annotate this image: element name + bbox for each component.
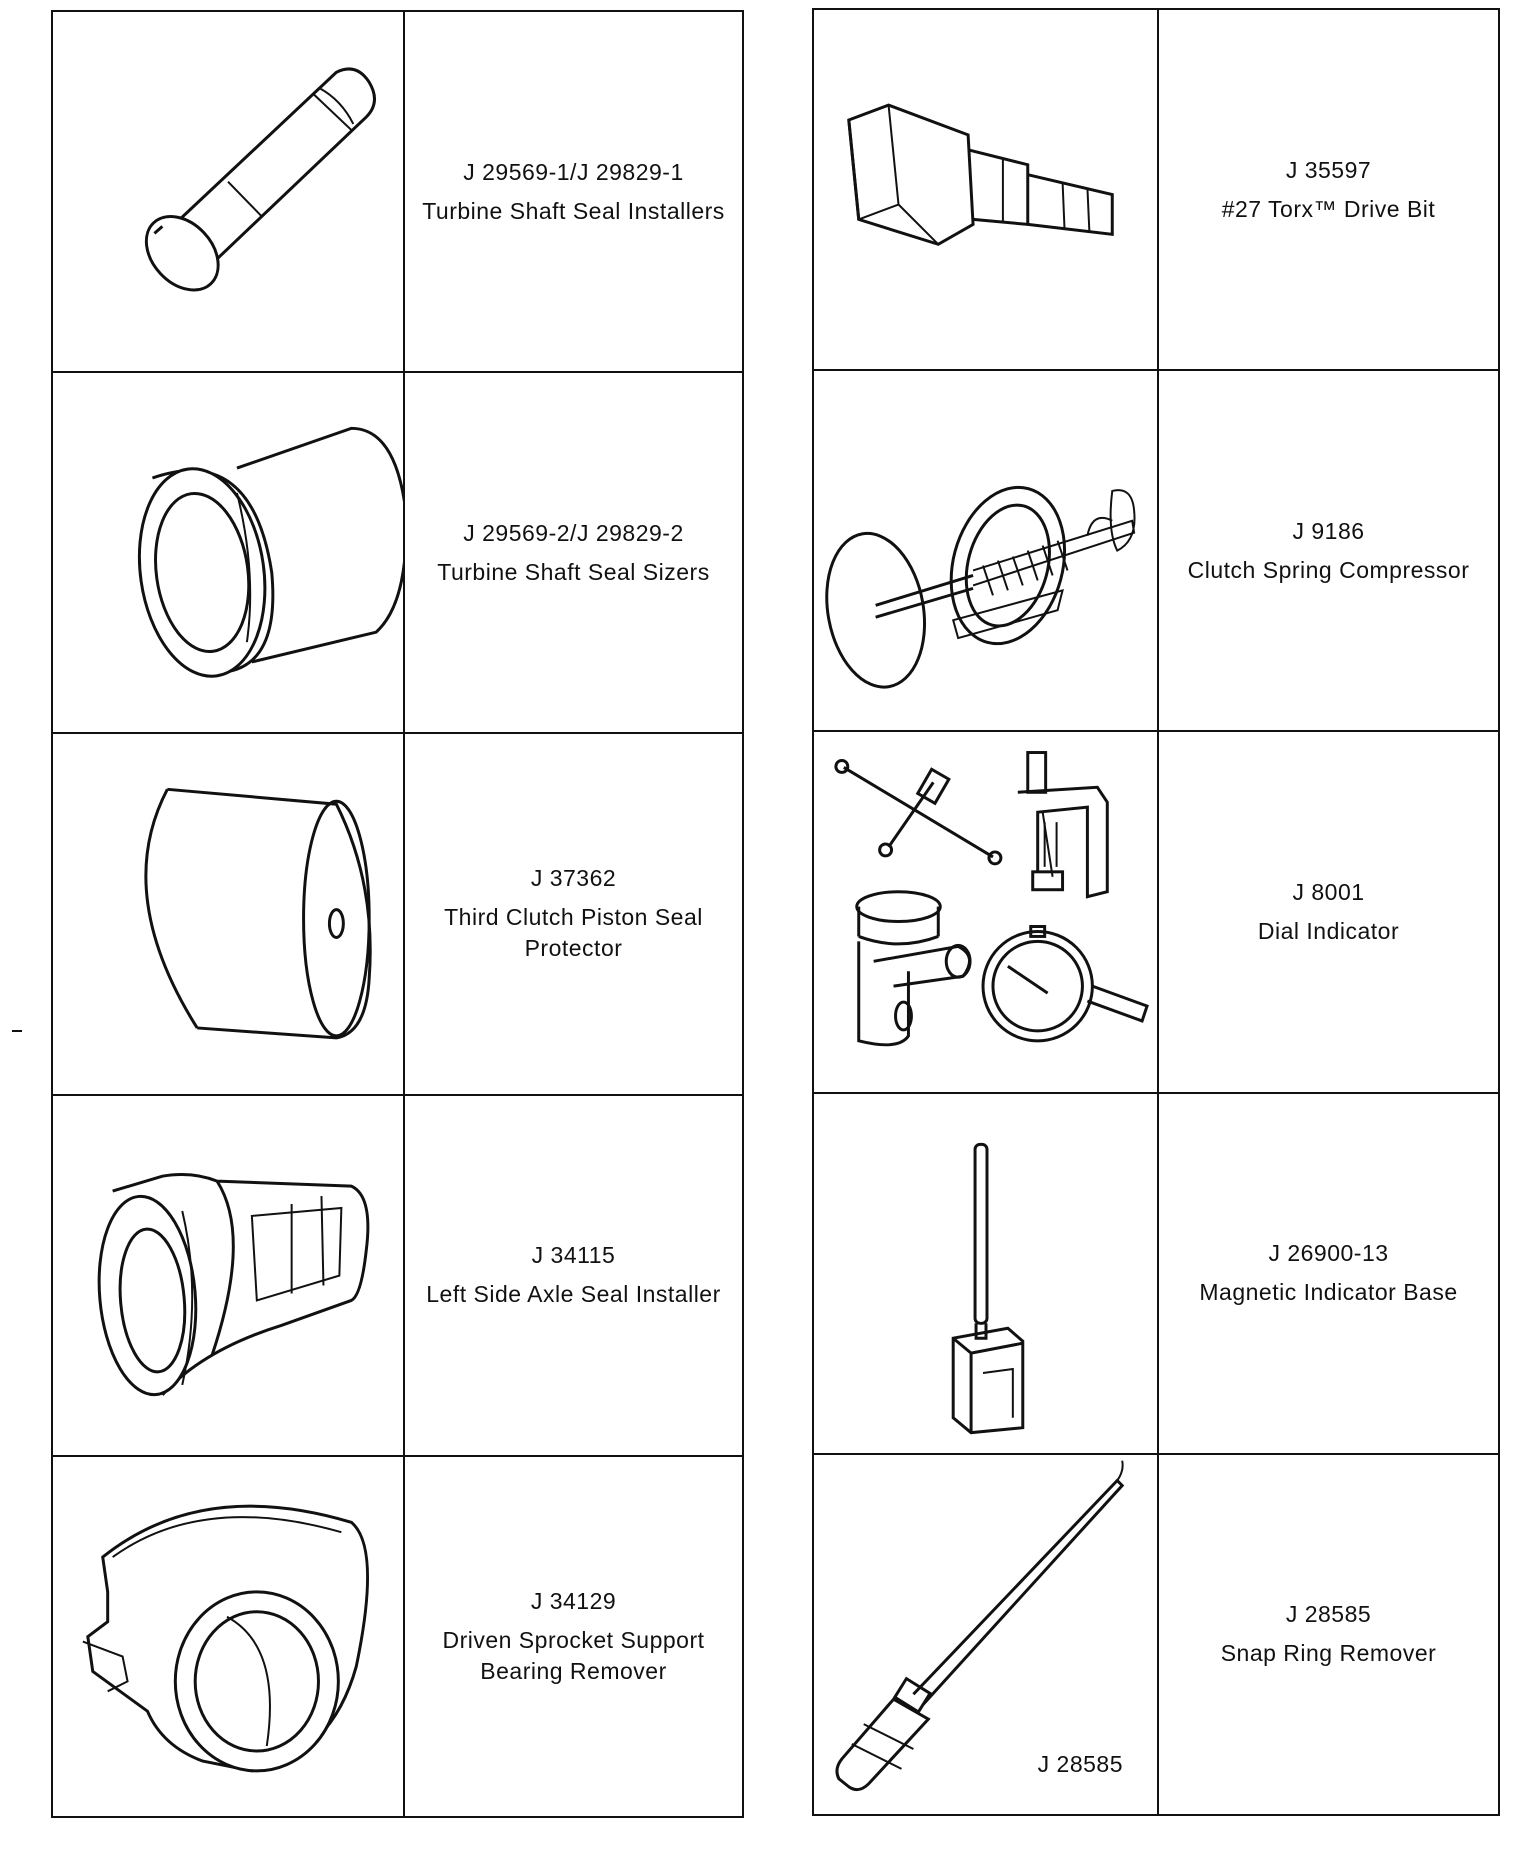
tool-text-cell <box>1158 1454 1499 1815</box>
spring-compressor-icon <box>814 371 1157 730</box>
seal-protector-icon <box>53 734 403 1093</box>
tool-row <box>813 1454 1499 1815</box>
magnetic-base-icon <box>814 1094 1157 1453</box>
tool-row <box>813 370 1499 731</box>
part-number: J 37362 <box>530 865 617 892</box>
shaft-seal-sizer-icon <box>53 373 403 732</box>
tool-table-right <box>812 8 1500 1816</box>
part-number: J 35597 <box>1285 156 1372 183</box>
bearing-remover-icon <box>53 1457 403 1816</box>
tool-description: #27 Torx™ Drive Bit <box>1221 195 1436 222</box>
part-number: J 8001 <box>1292 878 1365 905</box>
part-number: J 29569-1/J 29829-1 <box>463 158 684 185</box>
dial-indicator-icon <box>814 732 1157 1091</box>
tool-description: Left Side Axle Seal Installer <box>426 1281 721 1308</box>
tool-image-cell <box>52 733 404 1094</box>
tool-description: Bearing Remover <box>480 1657 667 1684</box>
tool-description: Turbine Shaft Seal Sizers <box>437 558 710 585</box>
tool-description: Third Clutch Piston Seal <box>444 904 703 931</box>
axle-seal-installer-icon <box>53 1096 403 1455</box>
tool-description: Turbine Shaft Seal Installers <box>422 197 725 224</box>
part-number: J 9186 <box>1292 517 1365 544</box>
tool-row <box>52 11 743 372</box>
tool-text-cell <box>1158 9 1499 370</box>
tool-text-cell <box>1158 370 1499 731</box>
tool-row <box>813 9 1499 370</box>
tool-image-cell <box>813 1454 1158 1815</box>
tool-table-left <box>51 10 744 1818</box>
tool-image-cell <box>52 1095 404 1456</box>
tool-text-cell <box>1158 731 1499 1092</box>
tool-text-cell <box>404 1456 743 1817</box>
tool-image-cell <box>813 370 1158 731</box>
tool-row <box>52 372 743 733</box>
tool-text-cell <box>404 733 743 1094</box>
tool-image-cell <box>813 9 1158 370</box>
tool-image-cell <box>813 1093 1158 1454</box>
tool-description: Protector <box>524 935 623 962</box>
margin-mark <box>12 1030 22 1032</box>
tool-description: Driven Sprocket Support <box>442 1626 705 1653</box>
part-number: J 29569-2/J 29829-2 <box>463 519 684 546</box>
part-number: J 28585 <box>1285 1601 1372 1628</box>
tool-row <box>52 1456 743 1817</box>
tool-image-cell <box>813 731 1158 1092</box>
tool-image-cell <box>52 1456 404 1817</box>
tool-row <box>813 1093 1499 1454</box>
tool-description: Snap Ring Remover <box>1220 1640 1437 1667</box>
tool-description: Magnetic Indicator Base <box>1199 1279 1458 1306</box>
tool-image-cell <box>52 11 404 372</box>
image-label: J 28585 <box>1037 1751 1123 1777</box>
tool-text-cell <box>404 11 743 372</box>
tool-image-cell <box>52 372 404 733</box>
tool-row <box>52 1095 743 1456</box>
tool-text-cell <box>404 372 743 733</box>
part-number: J 26900-13 <box>1268 1240 1389 1267</box>
tool-text-cell <box>1158 1093 1499 1454</box>
tool-row <box>813 731 1499 1092</box>
torx-drive-bit-icon <box>814 10 1157 369</box>
shaft-seal-installer-icon <box>53 12 403 371</box>
tool-text-cell <box>404 1095 743 1456</box>
tool-description: Dial Indicator <box>1257 917 1400 944</box>
tool-row <box>52 733 743 1094</box>
tool-description: Clutch Spring Compressor <box>1187 556 1470 583</box>
part-number: J 34115 <box>531 1242 616 1269</box>
part-number: J 34129 <box>530 1587 617 1614</box>
